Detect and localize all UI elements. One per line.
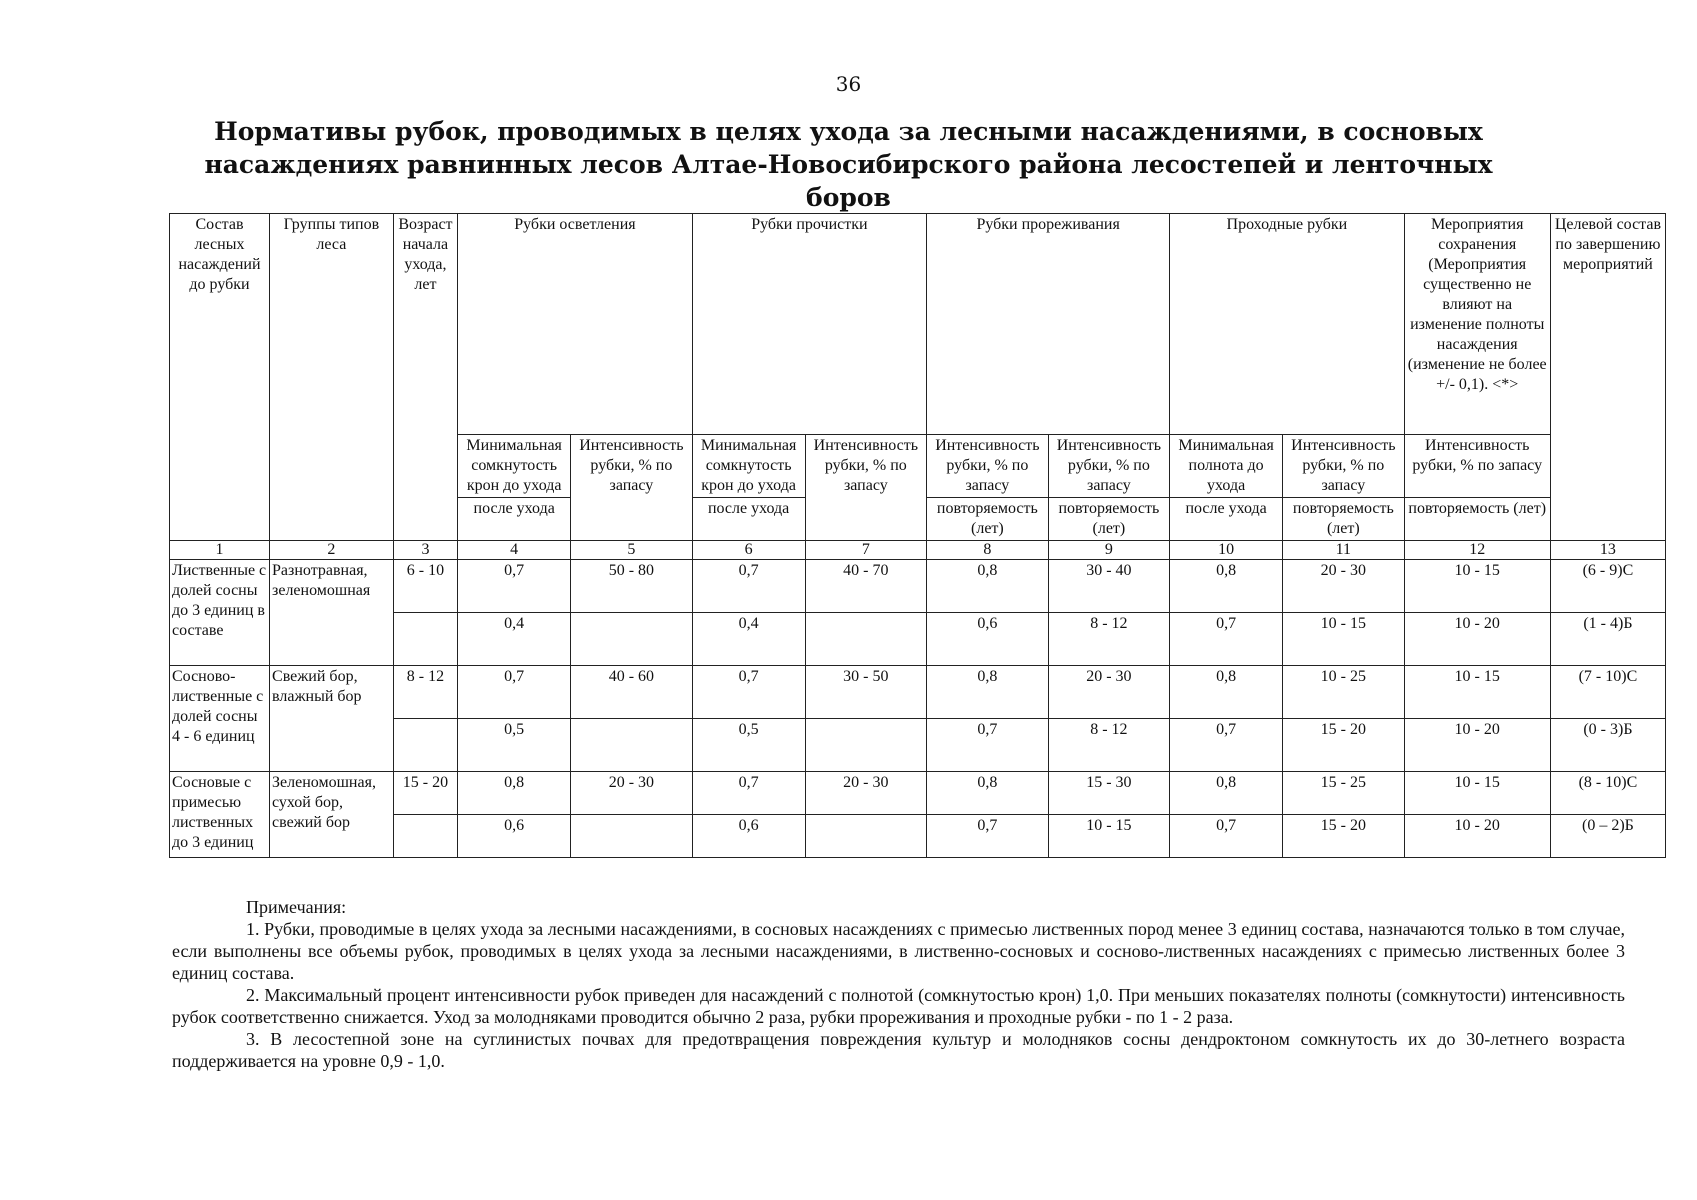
forest-type-cell: Разнотравная, зеленомошная	[270, 560, 394, 666]
table-cell: 0,7	[458, 560, 571, 613]
table-cell: 8 - 12	[1048, 613, 1170, 666]
table-cell: 0,4	[458, 613, 571, 666]
subheader-repeatability: повторяемость (лет)	[927, 498, 1049, 541]
table-cell: 0,5	[458, 719, 571, 772]
table-cell: 0,8	[1170, 772, 1283, 815]
table-cell	[805, 815, 927, 858]
age-cell	[393, 815, 458, 858]
subheader-min-density: Минимальная сомкнутость крон до ухода	[692, 435, 805, 498]
table-cell: (0 - 3)Б	[1550, 719, 1665, 772]
table-cell: 0,8	[1170, 560, 1283, 613]
table-cell: 10 - 15	[1404, 772, 1550, 815]
header-lightening: Рубки осветления	[458, 214, 692, 435]
table-cell: 0,7	[1170, 719, 1283, 772]
subheader-repeatability: повторяемость (лет)	[1048, 498, 1170, 541]
note-item: 2. Максимальный процент интенсивности рубок приведен для насаждений с полнотой (сомкнутостью крон) 1,0. При меньших показателях полноты (сомкнутости) интенсивность рубок соответственно снижается. Уход за молодняками проводится обычно 2 раза, рубки прореживания и проходные рубки - по 1 - 2 раза.	[172, 985, 1625, 1027]
subheader-after-care: после ухода	[458, 498, 571, 541]
table-cell	[805, 613, 927, 666]
subheader-intensity: Интенсивность рубки, % по запасу	[927, 435, 1049, 498]
table-cell: 40 - 60	[571, 666, 693, 719]
table-cell: 0,8	[927, 772, 1049, 815]
table-row	[170, 772, 1666, 815]
subheader-intensity: Интенсивность рубки, % по запасу	[1048, 435, 1170, 498]
header-thinning: Рубки прореживания	[927, 214, 1170, 435]
table-cell: 20 - 30	[805, 772, 927, 815]
table-cell: 10 - 20	[1404, 719, 1550, 772]
column-number: 10	[1170, 541, 1283, 560]
table-cell: 0,6	[692, 815, 805, 858]
column-number: 12	[1404, 541, 1550, 560]
table-row	[170, 719, 1666, 772]
table-cell: 50 - 80	[571, 560, 693, 613]
column-number: 5	[571, 541, 693, 560]
header-preservation: Мероприятия сохранения (Мероприятия существенно не влияют на изменение полноты насаждения (изменение не более +/- 0,1). <*>	[1404, 214, 1550, 435]
table-cell: 0,7	[692, 772, 805, 815]
forest-type-cell: Зеленомошная, сухой бор, свежий бор	[270, 772, 394, 858]
subheader-after-care: после ухода	[692, 498, 805, 541]
composition-cell: Сосново-лиственные с долей сосны 4 - 6 единиц	[170, 666, 270, 772]
table-cell: 15 - 20	[1283, 815, 1405, 858]
table-cell: 40 - 70	[805, 560, 927, 613]
header-passing: Проходные рубки	[1170, 214, 1404, 435]
table-cell: 10 - 15	[1404, 666, 1550, 719]
table-cell	[571, 719, 693, 772]
table-cell: (8 - 10)С	[1550, 772, 1665, 815]
table-cell: (6 - 9)С	[1550, 560, 1665, 613]
table-cell: (0 – 2)Б	[1550, 815, 1665, 858]
table-cell	[805, 719, 927, 772]
subheader-repeatability: повторяемость (лет)	[1283, 498, 1405, 541]
column-number: 9	[1048, 541, 1170, 560]
header-row-main	[170, 214, 1666, 435]
table-cell: 10 - 15	[1404, 560, 1550, 613]
table-cell: 0,7	[692, 666, 805, 719]
column-number: 6	[692, 541, 805, 560]
table-cell: 0,7	[1170, 815, 1283, 858]
table-row	[170, 560, 1666, 613]
forest-type-cell: Свежий бор, влажный бор	[270, 666, 394, 772]
table-cell: 0,7	[458, 666, 571, 719]
subheader-intensity: Интенсивность рубки, % по запасу	[1404, 435, 1550, 498]
note-item: 1. Рубки, проводимые в целях ухода за лесными насаждениями, в сосновых насаждениях с примесью лиственных пород менее 3 единиц состава, назначаются только в том случае, если выполнены все объемы рубок, проводимых в целях ухода за лесными насаждениями, в лиственно-сосновых и сосново-лиственных насаждениях с примесью лиственных более 3 единиц состава.	[172, 919, 1625, 983]
table-cell: 0,8	[927, 560, 1049, 613]
subheader-intensity: Интенсивность рубки, % по запасу	[805, 435, 927, 541]
table-cell: 15 - 20	[1283, 719, 1405, 772]
table-cell: 15 - 30	[1048, 772, 1170, 815]
table-cell: 0,8	[458, 772, 571, 815]
table-cell: 0,4	[692, 613, 805, 666]
column-number: 2	[270, 541, 394, 560]
table-cell: 10 - 20	[1404, 613, 1550, 666]
table-cell: 30 - 40	[1048, 560, 1170, 613]
header-start-age: Возраст начала ухода, лет	[393, 214, 458, 541]
subheader-repeatability: повторяемость (лет)	[1404, 498, 1550, 541]
column-number: 8	[927, 541, 1049, 560]
table-cell: 0,7	[927, 815, 1049, 858]
table-cell: 10 - 25	[1283, 666, 1405, 719]
table-cell: 0,6	[927, 613, 1049, 666]
page-title: Нормативы рубок, проводимых в целях ухода за лесными насаждениями, в сосновых насаждениях равнинных лесов Алтае-Новосибирского района лесостепей и ленточных боров	[204, 117, 1493, 212]
table-cell: 20 - 30	[1283, 560, 1405, 613]
table-cell: 10 - 15	[1283, 613, 1405, 666]
table-cell: 0,7	[1170, 613, 1283, 666]
header-composition: Состав лесных насаждений до рубки	[170, 214, 270, 541]
table-cell: 0,5	[692, 719, 805, 772]
notes-heading: Примечания:	[246, 897, 347, 917]
table-row	[170, 666, 1666, 719]
table-cell: 30 - 50	[805, 666, 927, 719]
notes-section	[172, 896, 1625, 1072]
subheader-min-fullness: Минимальная полнота до ухода	[1170, 435, 1283, 498]
table-cell: (7 - 10)С	[1550, 666, 1665, 719]
column-number: 13	[1550, 541, 1665, 560]
age-cell	[393, 613, 458, 666]
column-number-row	[170, 541, 1666, 560]
table-cell: 0,8	[927, 666, 1049, 719]
column-number: 11	[1283, 541, 1405, 560]
table-cell: 0,7	[927, 719, 1049, 772]
subheader-min-density: Минимальная сомкнутость крон до ухода	[458, 435, 571, 498]
age-cell: 6 - 10	[393, 560, 458, 613]
table-cell: 20 - 30	[1048, 666, 1170, 719]
table-cell: 20 - 30	[571, 772, 693, 815]
norms-table	[169, 213, 1666, 858]
subheader-after-care: после ухода	[1170, 498, 1283, 541]
table-cell: 15 - 25	[1283, 772, 1405, 815]
table-cell: 10 - 20	[1404, 815, 1550, 858]
page-number: 36	[835, 72, 862, 96]
composition-cell: Лиственные с долей сосны до 3 единиц в составе	[170, 560, 270, 666]
table-cell	[571, 613, 693, 666]
age-cell	[393, 719, 458, 772]
table-cell: 0,6	[458, 815, 571, 858]
note-item: 3. В лесостепной зоне на суглинистых почвах для предотвращения повреждения культур и молодняков сосны дендроктоном сомкнутость их до 30-летнего возраста поддерживается на уровне 0,9 - 1,0.	[172, 1029, 1625, 1071]
subheader-intensity: Интенсивность рубки, % по запасу	[1283, 435, 1405, 498]
column-number: 3	[393, 541, 458, 560]
header-cleaning: Рубки прочистки	[692, 214, 926, 435]
table-row	[170, 613, 1666, 666]
table-cell: (1 - 4)Б	[1550, 613, 1665, 666]
age-cell: 15 - 20	[393, 772, 458, 815]
table-cell: 10 - 15	[1048, 815, 1170, 858]
column-number: 1	[170, 541, 270, 560]
header-forest-types: Группы типов леса	[270, 214, 394, 541]
table-cell: 0,7	[692, 560, 805, 613]
table-cell: 8 - 12	[1048, 719, 1170, 772]
table-cell	[571, 815, 693, 858]
age-cell: 8 - 12	[393, 666, 458, 719]
table-cell: 0,8	[1170, 666, 1283, 719]
subheader-intensity: Интенсивность рубки, % по запасу	[571, 435, 693, 541]
column-number: 7	[805, 541, 927, 560]
header-target: Целевой состав по завершению мероприятий	[1550, 214, 1665, 541]
column-number: 4	[458, 541, 571, 560]
composition-cell: Сосновые с примесью лиственных до 3 единиц	[170, 772, 270, 858]
table-row	[170, 815, 1666, 858]
